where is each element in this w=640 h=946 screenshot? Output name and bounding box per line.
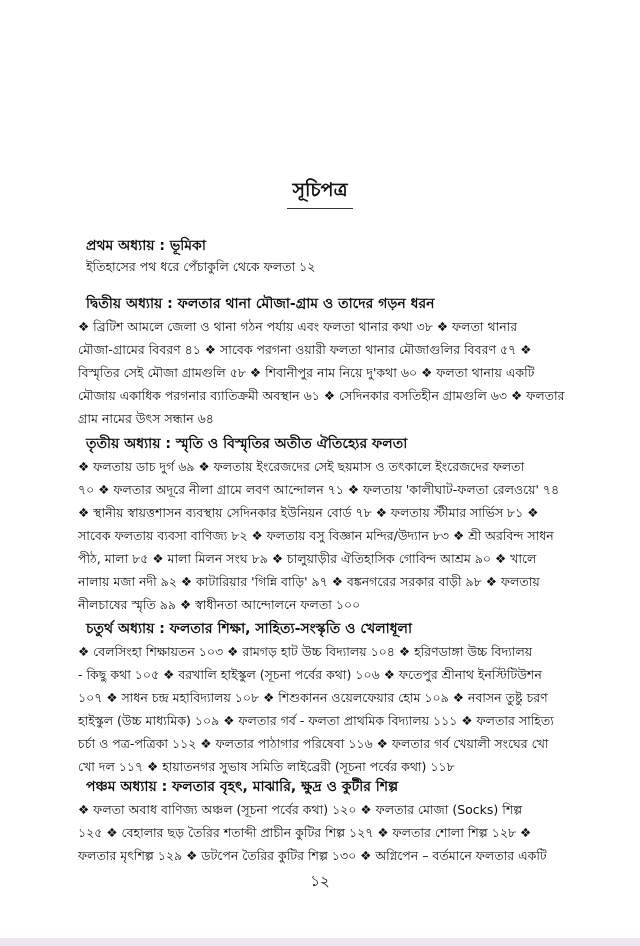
chapter-4-line-1: ❖ বেলসিংহা শিক্ষায়তন ১০৩ ❖ রামগড় হাট উচ্চ বিদ্যালয় ১০৪ ❖ হরিণডাঙ্গা উচ্চ বিদ্যালয় <box>78 644 533 659</box>
chapter-4-line-2: - কিছু কথা ১০৫ ❖ বরখালি হাইস্কুল (সূচনা পর্বের কথা) ১০৬ ❖ ফতেপুর শ্রীনাথ ইনস্টিটিউশন <box>78 667 542 682</box>
chapter-3-line-7: নীলচাষের স্মৃতি ৯৯ ❖ স্বাধীনতা আন্দোলনে ফলতা ১০০ <box>78 597 361 612</box>
chapter-4-line-5: চর্চা ও পত্র-পত্রিকা ১১২ ❖ ফলতার পাঠাগার পরিষেবা ১১৬ ❖ ফলতার গর্ব খেয়ালী সংঘের খো <box>78 736 549 751</box>
chapter-2-line-4: মৌজায় একাধিক পরগনার ব্যাতিক্রমী অবস্থান ৬১ ❖ সেদিনকার বসতিহীন গ্রামগুলি ৬৩ ❖ ফলতার <box>78 388 565 403</box>
chapter-2-title: দ্বিতীয় অধ্যায় : ফলতার থানা মৌজা-গ্রাম ও তাদের গড়ন ধরন <box>86 296 435 312</box>
chapter-1-title: প্রথম অধ্যায় : ভূমিকা <box>86 238 206 254</box>
contents-heading: সূচিপত্র <box>292 179 348 201</box>
chapter-4-line-6: খো দল ১১৭ ❖ হায়াতনগর সুভাষ সমিতি লাইব্রেরী (সূচনা পর্বের কথা) ১১৮ <box>78 759 455 774</box>
chapter-3-line-6: নালায় মজা নদী ৯২ ❖ কাটারিয়ার 'গিন্নি বাড়ি' ৯৭ ❖ বঙ্কনগরের সরকার বাড়ী ৯৮ ❖ ফলতায় <box>78 574 540 589</box>
chapter-4-line-4: হাইস্কুল (উচ্চ মাধ্যমিক) ১০৯ ❖ ফলতার গর্ব - ফলতা প্রাথমিক বিদ্যালয় ১১১ ❖ ফলতার সাহিত্য <box>78 713 554 728</box>
chapter-3-line-4: সাবেক ফলতায় ব্যবসা বাণিজ্য ৮২ ❖ ফলতায় বসু বিজ্ঞান মন্দির/উদ্যান ৮৩ ❖ শ্রী অরবিন্দ সাধন <box>78 528 554 543</box>
chapter-5-line-1: ❖ ফলতা অবাধ বাণিজ্য অঞ্চল (সূচনা পর্বের কথা) ১২০ ❖ ফলতার মোজা (Socks) শিল্প <box>78 802 523 817</box>
chapter-2-line-5: গ্রাম নামের উৎস সন্ধান ৬৪ <box>78 411 214 426</box>
chapter-2-line-1: ❖ ব্রিটিশ আমলে জেলা ও থানা গঠন পর্যায় এবং ফলতা থানার কথা ৩৮ ❖ ফলতা থানার <box>78 319 518 334</box>
chapter-5-line-2: ১২৫ ❖ বেহালার ছড় তৈরির শতাব্দী প্রাচীন কুটির শিল্প ১২৭ ❖ ফলতার শোলা শিল্প ১২৮ ❖ <box>78 825 532 840</box>
chapter-2-line-3: বিস্মৃতির সেই মৌজা গ্রামগুলি ৫৮ ❖ শিবানীপুর নাম নিয়ে দু'কথা ৬০ ❖ ফলতা থানায় একটি <box>78 365 535 380</box>
chapter-3-line-5: পীঠ, মালা ৮৫ ❖ মালা মিলন সংঘ ৮৯ ❖ চালুয়াড়ীর ঐতিহাসিক গোবিন্দ আশ্রম ৯০ ❖ খালে <box>78 551 537 566</box>
chapter-1-line-1: ইতিহাসের পথ ধরে পেঁচাকুলি থেকে ফলতা ১২ <box>86 259 316 274</box>
heading-underline <box>287 208 353 209</box>
chapter-2-line-2: মৌজা-গ্রামের বিবরণ ৪১ ❖ সাবেক পরগনা ওয়ারী ফলতা থানার মৌজাগুলির বিবরণ ৫৭ ❖ <box>78 342 532 357</box>
chapter-5-title: পঞ্চম অধ্যায় : ফলতার বৃহৎ, মাঝারি, ক্ষুদ্র ও কুটীর শিল্প <box>86 779 399 795</box>
bottom-edge-band <box>0 938 640 946</box>
chapter-3-title: তৃতীয় অধ্যায় : স্মৃতি ও বিস্মৃতির অতীত ঐতিহ্যের ফলতা <box>86 436 408 452</box>
page-number: ১২ <box>310 872 330 890</box>
chapter-3-line-1: ❖ ফলতায় ডাচ দুর্গ ৬৯ ❖ ফলতায় ইংরেজদের সেই ছয়মাস ও তৎকালে ইংরেজদের ফলতা <box>78 459 525 474</box>
chapter-4-title: চতুর্থ অধ্যায় : ফলতার শিক্ষা, সাহিত্য-সংস্কৃতি ও খেলাধূলা <box>86 621 413 637</box>
chapter-4-line-3: ১০৭ ❖ সাধন চন্দ্র মহাবিদ্যালয় ১০৮ ❖ শিশুকানন ওয়েলফেয়ার হোম ১০৯ ❖ নবাসন তুষ্টু চরণ <box>78 690 548 705</box>
chapter-5-line-3: ফলতার মৃৎশিল্প ১২৯ ❖ ডটপেন তৈরির কুটির শিল্প ১৩০ ❖ অগ্নিপেন – বর্তমানে ফলতার একটি <box>78 848 547 863</box>
chapter-3-line-3: ❖ স্থানীয় স্বায়ত্তশাসন ব্যবস্থায় সেদিনকার ইউনিয়ন বোর্ড ৭৮ ❖ ফলতায় স্টীমার সার্ভিস ৮১ ❖ <box>78 505 539 520</box>
chapter-3-line-2: ৭০ ❖ ফলতার অদূরে নীলা গ্রামে লবণ আন্দোলন ৭১ ❖ ফলতায় 'কালীঘাট-ফলতা রেলওয়ে' ৭৪ <box>78 482 560 497</box>
